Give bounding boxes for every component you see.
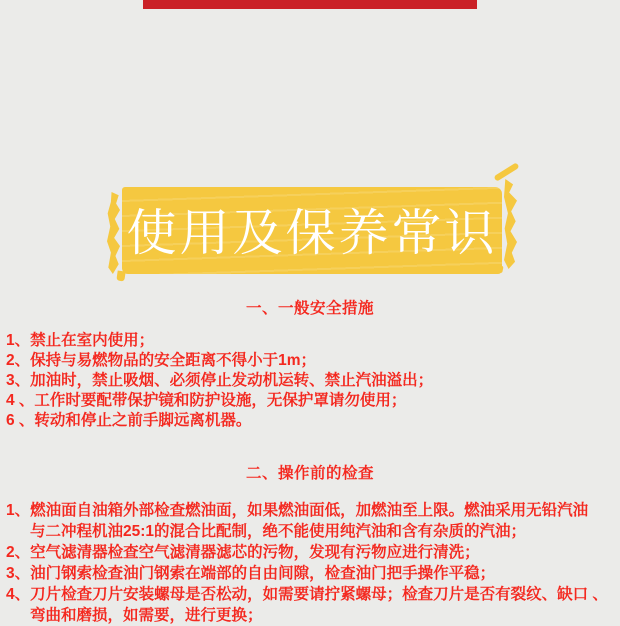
section-heading-general-safety: 一、一般安全措施	[245, 300, 374, 317]
list-item: 3、加油时，禁止吸烟、必须停止发动机运转、禁止汽油溢出；	[6, 372, 434, 389]
list-item: 4、刀片检查刀片安装螺母是否松动，如需要请拧紧螺母；检查刀片是否有裂纹、缺口 、	[6, 586, 608, 603]
list-item-continuation: 弯曲和磨损，如需要，进行更换；	[30, 607, 263, 624]
list-item-continuation: 与二冲程机油25:1的混合比配制，绝不能使用纯汽油和含有杂质的汽油；	[30, 523, 527, 540]
list-item: 6 、转动和停止之前手脚远离机器。	[6, 412, 252, 429]
title-banner	[122, 187, 502, 274]
list-item: 2、空气滤清器检查空气滤清器滤芯的污物，发现有污物应进行清洗；	[6, 544, 480, 561]
page-title: 使用及保养常识	[126, 205, 498, 261]
general-safety-list	[6, 331, 620, 431]
list-item: 1、燃油面自油箱外部检查燃油面，如果燃油面低，加燃油至上限。燃油采用无铅汽油	[6, 502, 589, 519]
list-item: 4 、工作时要配带保护镜和防护设施，无保护罩请勿使用；	[6, 392, 407, 409]
banner-left-brush-edge	[107, 192, 120, 274]
list-item: 2、保持与易燃物品的安全距离不得小于1m；	[6, 352, 317, 369]
banner-right-brush-edge	[504, 179, 517, 269]
list-item: 1、禁止在室内使用；	[6, 332, 155, 349]
section-heading-pre-operation-check: 二、操作前的检查	[245, 465, 374, 482]
banner-brush-flick	[493, 162, 519, 181]
top-red-strip	[143, 0, 477, 9]
list-item: 3、油门钢索检查油门钢索在端部的自由间隙，检查油门把手操作平稳；	[6, 565, 496, 582]
pre-operation-check-list	[6, 500, 620, 626]
